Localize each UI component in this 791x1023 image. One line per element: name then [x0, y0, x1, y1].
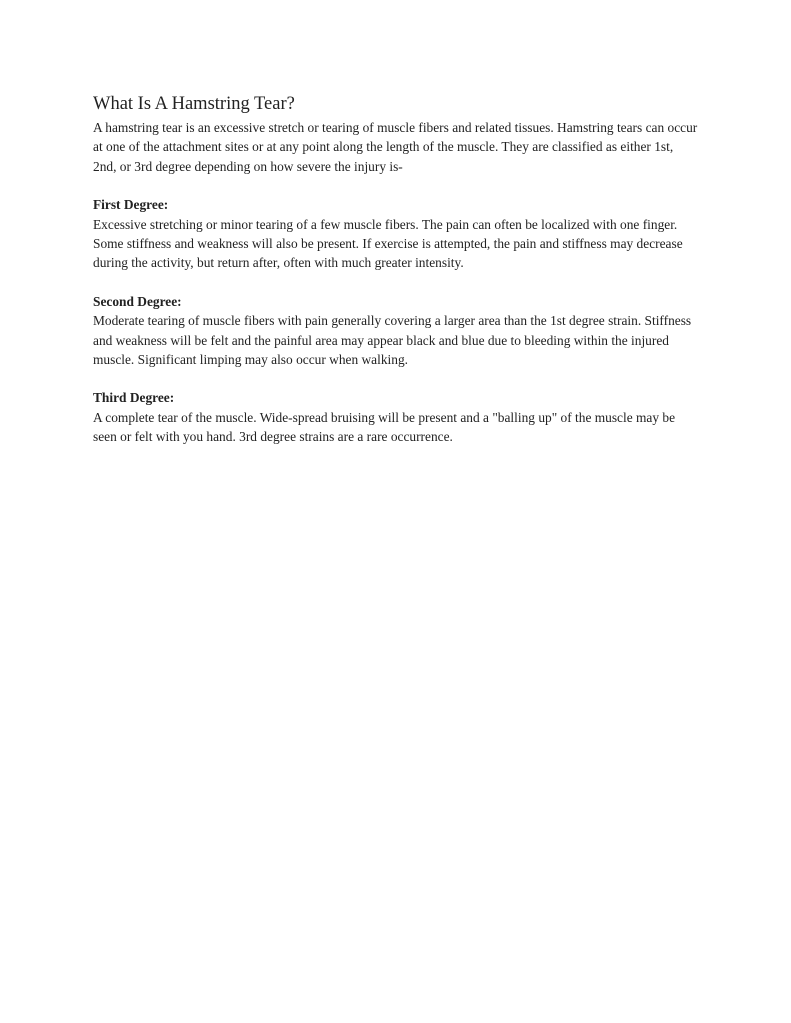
- section-heading: Third Degree:: [93, 390, 175, 406]
- document-page: [93, 92, 699, 447]
- section-second-degree: [93, 292, 699, 370]
- section-body: Moderate tearing of muscle fibers with pain generally covering a larger area than the 1st degree strain. Stiffness and weakness will be felt and the painful area may appear black and blue due to bleeding within the injured muscle. Significant limping may also occur when walking.: [93, 313, 692, 368]
- section-body: A complete tear of the muscle. Wide-spread bruising will be present and a "balling up" of the muscle may be seen or felt with you hand. 3rd degree strains are a rare occurrence.: [93, 409, 676, 445]
- section-heading: First Degree:: [93, 197, 169, 213]
- section-heading: Second Degree:: [93, 293, 182, 309]
- section-body: Excessive stretching or minor tearing of a few muscle fibers. The pain can often be localized with one finger. Some stiffness and weakness will also be present. If exercise is attempted, the pain and stiffness may decrease during the activity, but return after, often with much greater intensity.: [93, 216, 683, 271]
- intro-paragraph: A hamstring tear is an excessive stretch or tearing of muscle fibers and related tissues. Hamstring tears can occur at one of the attachment sites or at any point along the length of the muscle. They are classified as either 1st, 2nd, or 3rd degree depending on how severe the injury is-: [93, 120, 698, 174]
- section-first-degree: [93, 195, 699, 273]
- document-title: What Is A Hamstring Tear?: [93, 94, 295, 114]
- section-third-degree: [93, 388, 699, 446]
